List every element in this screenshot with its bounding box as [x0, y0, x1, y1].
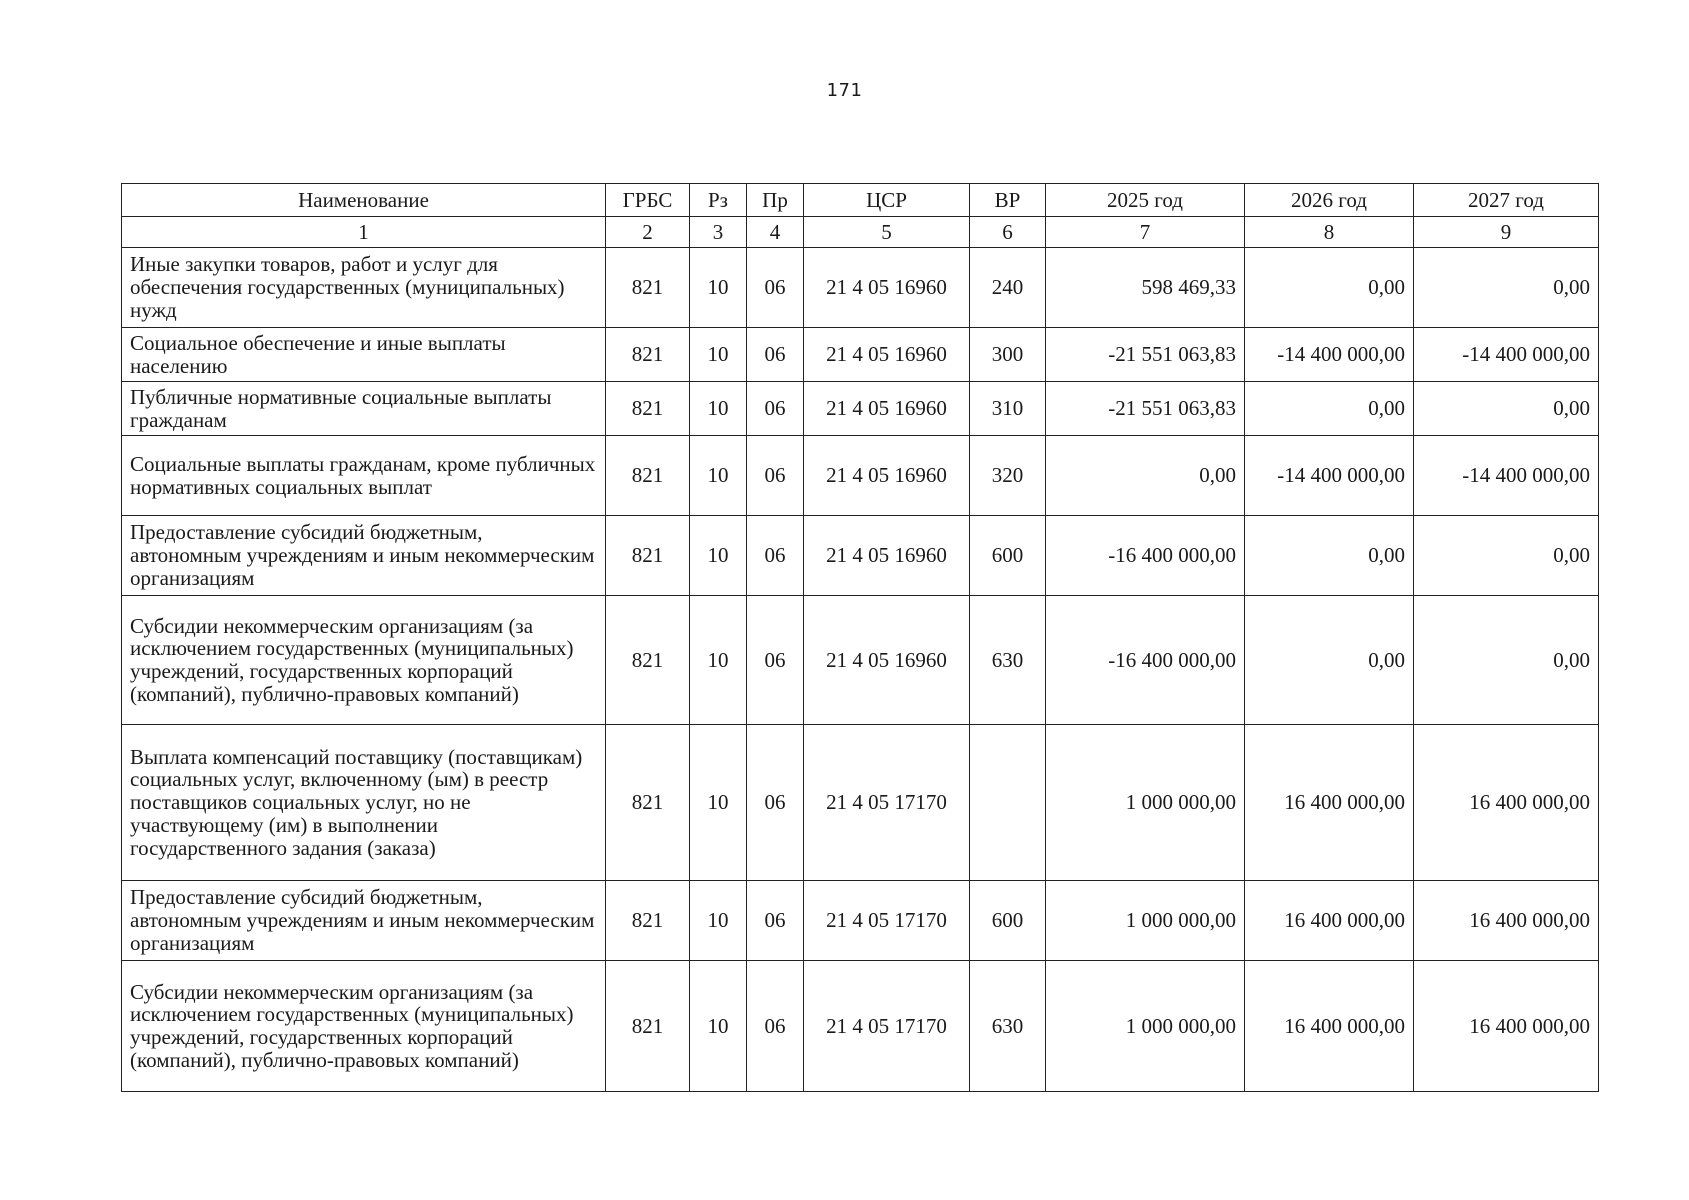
row-2026: 16 400 000,00: [1245, 881, 1414, 961]
table-row: [122, 516, 1599, 596]
row-vr: 310: [970, 382, 1046, 436]
row-rz: 10: [690, 516, 747, 596]
row-grbs: 821: [606, 382, 690, 436]
row-name: Иные закупки товаров, работ и услуг для обеспечения государственных (муниципальных) нужд: [122, 248, 606, 328]
row-name: Предоставление субсидий бюджетным, автономным учреждениям и иным некоммерческим организациям: [122, 516, 606, 596]
row-rz: 10: [690, 961, 747, 1092]
header-row: [122, 184, 1599, 217]
column-number-row: [122, 217, 1599, 248]
row-2026: 0,00: [1245, 516, 1414, 596]
row-rz: 10: [690, 248, 747, 328]
row-2026: -14 400 000,00: [1245, 436, 1414, 516]
column-number: 4: [747, 217, 804, 248]
row-2025: -21 551 063,83: [1046, 328, 1245, 382]
table-row: [122, 881, 1599, 961]
header-2026: 2026 год: [1245, 184, 1414, 217]
row-pr: 06: [747, 516, 804, 596]
row-rz: 10: [690, 436, 747, 516]
row-pr: 06: [747, 725, 804, 881]
row-name: Социальное обеспечение и иные выплаты населению: [122, 328, 606, 382]
row-vr: 600: [970, 881, 1046, 961]
row-vr: [970, 725, 1046, 881]
row-csr: 21 4 05 16960: [804, 382, 970, 436]
row-pr: 06: [747, 382, 804, 436]
row-2027: -14 400 000,00: [1414, 436, 1599, 516]
row-grbs: 821: [606, 328, 690, 382]
column-number: 5: [804, 217, 970, 248]
row-csr: 21 4 05 16960: [804, 328, 970, 382]
row-pr: 06: [747, 596, 804, 725]
row-grbs: 821: [606, 436, 690, 516]
row-rz: 10: [690, 382, 747, 436]
row-2025: 1 000 000,00: [1046, 725, 1245, 881]
row-csr: 21 4 05 17170: [804, 881, 970, 961]
row-rz: 10: [690, 881, 747, 961]
column-number: 6: [970, 217, 1046, 248]
row-csr: 21 4 05 17170: [804, 961, 970, 1092]
row-2026: 0,00: [1245, 382, 1414, 436]
row-2027: 16 400 000,00: [1414, 725, 1599, 881]
row-2027: 0,00: [1414, 516, 1599, 596]
header-name: Наименование: [122, 184, 606, 217]
header-csr: ЦСР: [804, 184, 970, 217]
header-rz: Рз: [690, 184, 747, 217]
row-pr: 06: [747, 248, 804, 328]
row-2025: -21 551 063,83: [1046, 382, 1245, 436]
table-row: [122, 248, 1599, 328]
row-2025: 1 000 000,00: [1046, 881, 1245, 961]
row-grbs: 821: [606, 881, 690, 961]
row-grbs: 821: [606, 961, 690, 1092]
row-pr: 06: [747, 328, 804, 382]
row-vr: 630: [970, 596, 1046, 725]
header-vr: ВР: [970, 184, 1046, 217]
row-2026: 16 400 000,00: [1245, 961, 1414, 1092]
header-grbs: ГРБС: [606, 184, 690, 217]
header-2027: 2027 год: [1414, 184, 1599, 217]
row-grbs: 821: [606, 725, 690, 881]
row-rz: 10: [690, 328, 747, 382]
row-vr: 240: [970, 248, 1046, 328]
table-row: [122, 382, 1599, 436]
row-vr: 630: [970, 961, 1046, 1092]
row-name: Предоставление субсидий бюджетным, автономным учреждениям и иным некоммерческим организациям: [122, 881, 606, 961]
row-name: Социальные выплаты гражданам, кроме публичных нормативных социальных выплат: [122, 436, 606, 516]
column-number: 2: [606, 217, 690, 248]
row-grbs: 821: [606, 248, 690, 328]
row-2027: -14 400 000,00: [1414, 328, 1599, 382]
header-pr: Пр: [747, 184, 804, 217]
row-grbs: 821: [606, 596, 690, 725]
column-number: 1: [122, 217, 606, 248]
table-row: [122, 725, 1599, 881]
table-row: [122, 436, 1599, 516]
row-2027: 16 400 000,00: [1414, 881, 1599, 961]
row-csr: 21 4 05 16960: [804, 596, 970, 725]
row-vr: 600: [970, 516, 1046, 596]
table-row: [122, 328, 1599, 382]
row-pr: 06: [747, 961, 804, 1092]
row-2025: 0,00: [1046, 436, 1245, 516]
row-2027: 0,00: [1414, 382, 1599, 436]
row-rz: 10: [690, 725, 747, 881]
row-vr: 300: [970, 328, 1046, 382]
table-row: [122, 961, 1599, 1092]
row-csr: 21 4 05 16960: [804, 436, 970, 516]
row-2025: -16 400 000,00: [1046, 516, 1245, 596]
row-2025: -16 400 000,00: [1046, 596, 1245, 725]
row-name: Выплата компенсаций поставщику (поставщикам) социальных услуг, включенному (ым) в реестр поставщиков социальных услуг, но не участвующему (им) в выполнении государственного задания (заказа): [122, 725, 606, 881]
page-number: 171: [826, 80, 863, 101]
column-number: 3: [690, 217, 747, 248]
row-vr: 320: [970, 436, 1046, 516]
row-2026: 0,00: [1245, 596, 1414, 725]
row-2026: 0,00: [1245, 248, 1414, 328]
table-row: [122, 596, 1599, 725]
column-number: 9: [1414, 217, 1599, 248]
header-2025: 2025 год: [1046, 184, 1245, 217]
row-csr: 21 4 05 16960: [804, 248, 970, 328]
budget-table: [121, 183, 1599, 1092]
row-csr: 21 4 05 16960: [804, 516, 970, 596]
column-number: 7: [1046, 217, 1245, 248]
row-pr: 06: [747, 436, 804, 516]
row-name: Субсидии некоммерческим организациям (за исключением государственных (муниципальных) учреждений, государственных корпораций (компаний), публично-правовых компаний): [122, 596, 606, 725]
row-2025: 598 469,33: [1046, 248, 1245, 328]
row-pr: 06: [747, 881, 804, 961]
row-grbs: 821: [606, 516, 690, 596]
row-2026: 16 400 000,00: [1245, 725, 1414, 881]
row-2026: -14 400 000,00: [1245, 328, 1414, 382]
column-number: 8: [1245, 217, 1414, 248]
row-name: Субсидии некоммерческим организациям (за исключением государственных (муниципальных) учреждений, государственных корпораций (компаний), публично-правовых компаний): [122, 961, 606, 1092]
row-csr: 21 4 05 17170: [804, 725, 970, 881]
row-rz: 10: [690, 596, 747, 725]
row-2027: 0,00: [1414, 248, 1599, 328]
row-2027: 16 400 000,00: [1414, 961, 1599, 1092]
row-2027: 0,00: [1414, 596, 1599, 725]
row-name: Публичные нормативные социальные выплаты гражданам: [122, 382, 606, 436]
row-2025: 1 000 000,00: [1046, 961, 1245, 1092]
